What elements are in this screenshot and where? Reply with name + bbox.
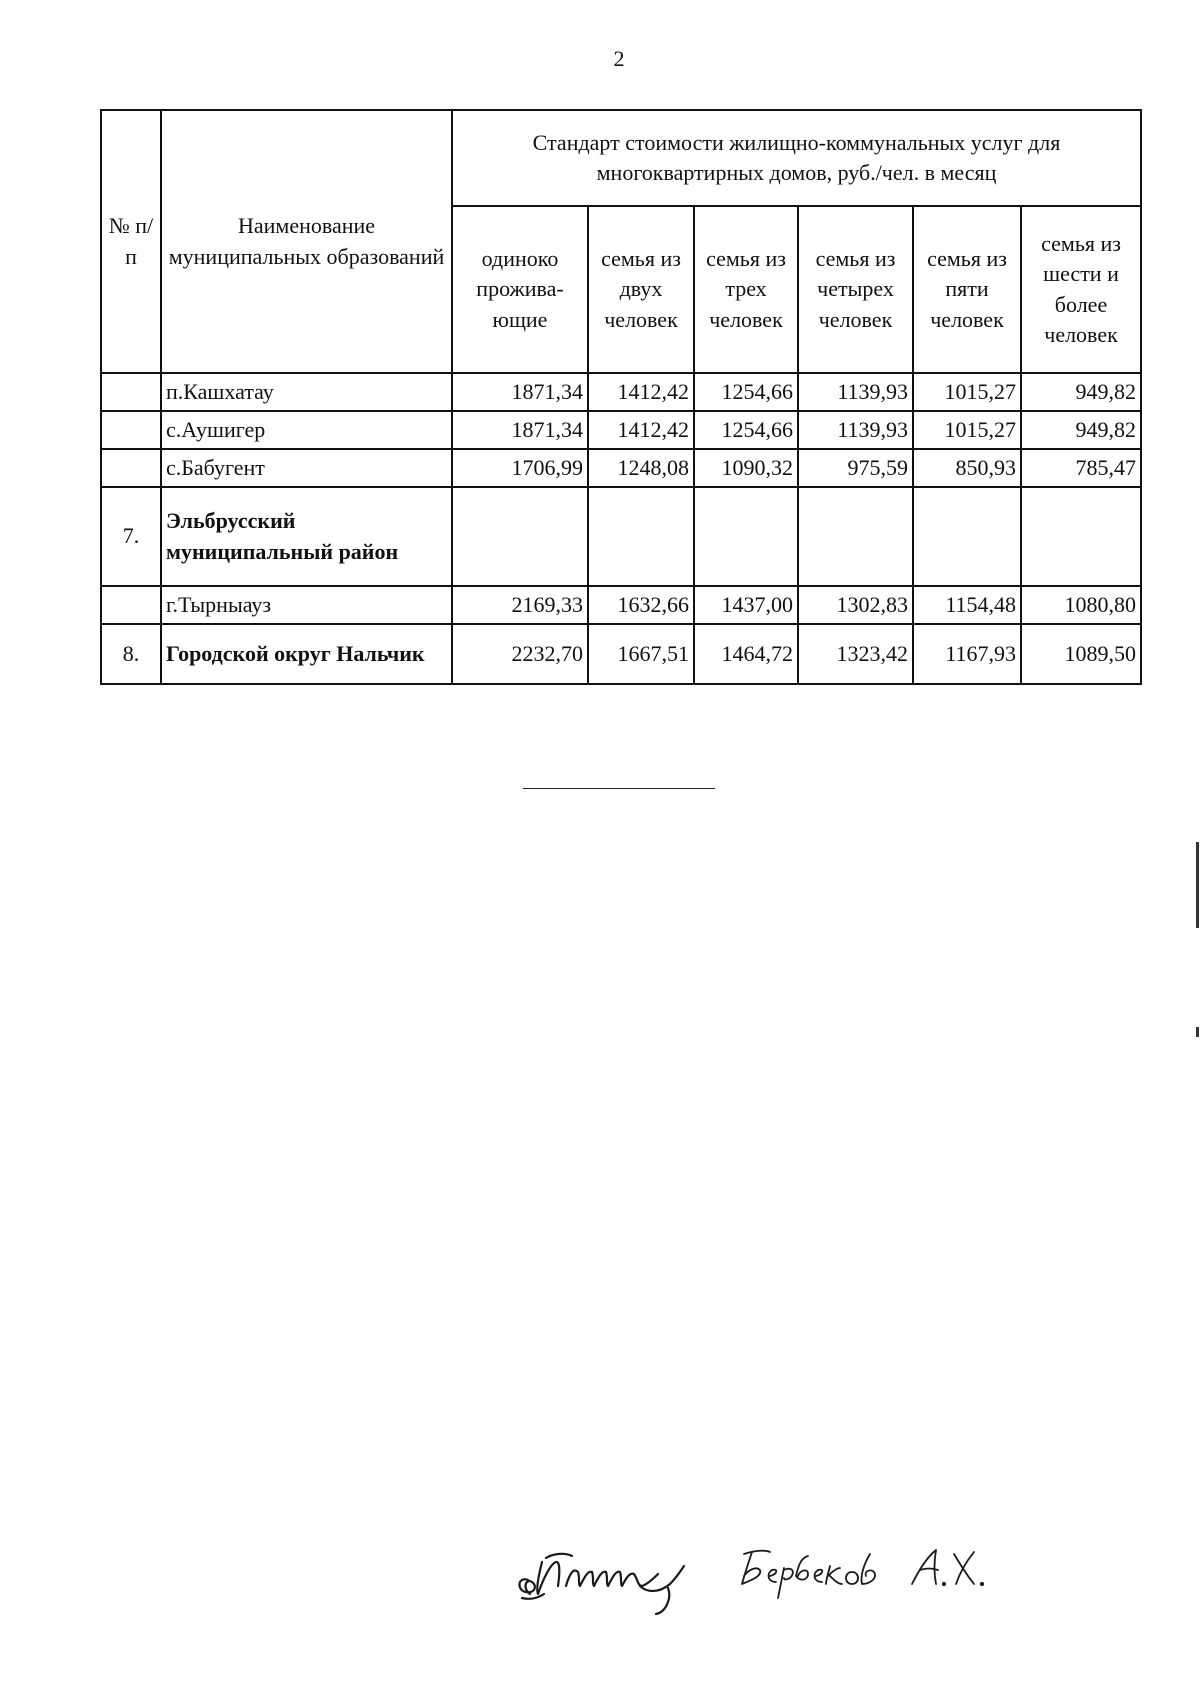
table-row: [101, 411, 1141, 449]
value-single: 1871,34: [452, 411, 588, 449]
value-family-6plus: 1080,80: [1021, 586, 1141, 624]
header-name: Наименование муниципальных образований: [161, 110, 452, 373]
tariff-table: [100, 109, 1142, 685]
value-single: 1871,34: [452, 373, 588, 411]
value-family-4: 975,59: [798, 449, 913, 487]
municipality-name: с.Бабугент: [161, 449, 452, 487]
value-family-5: [913, 487, 1021, 586]
row-number: [101, 449, 161, 487]
table-row: [101, 586, 1141, 624]
header-cost-standard: Стандарт стоимости жилищно-коммунальных услуг для многоквартирных домов, руб./чел. в месяц: [452, 110, 1141, 206]
value-family-2: 1412,42: [588, 373, 694, 411]
municipality-name: с.Аушигер: [161, 411, 452, 449]
header-family-2: семья из двух человек: [588, 206, 694, 373]
signature-scribble: [508, 1528, 1048, 1618]
value-family-3: 1464,72: [694, 624, 798, 684]
value-family-5: 1167,93: [913, 624, 1021, 684]
row-number: 7.: [101, 487, 161, 586]
header-family-5: семья из пяти человек: [913, 206, 1021, 373]
table-header-row: [101, 110, 1141, 206]
table-row: [101, 373, 1141, 411]
value-family-3: 1437,00: [694, 586, 798, 624]
table-row-section: [101, 487, 1141, 586]
header-single: одиноко прожива-ющие: [452, 206, 588, 373]
value-family-4: 1302,83: [798, 586, 913, 624]
value-family-3: [694, 487, 798, 586]
value-single: 2232,70: [452, 624, 588, 684]
value-family-4: 1323,42: [798, 624, 913, 684]
value-family-6plus: 949,82: [1021, 373, 1141, 411]
header-family-3: семья из трех человек: [694, 206, 798, 373]
page-number: 2: [613, 46, 625, 71]
header-family-4: семья из четырех человек: [798, 206, 913, 373]
value-family-6plus: 1089,50: [1021, 624, 1141, 684]
value-family-5: 1154,48: [913, 586, 1021, 624]
value-family-2: 1412,42: [588, 411, 694, 449]
value-family-3: 1254,66: [694, 411, 798, 449]
value-family-3: 1090,32: [694, 449, 798, 487]
value-family-5: 1015,27: [913, 373, 1021, 411]
value-family-4: 1139,93: [798, 373, 913, 411]
municipality-name: п.Кашхатау: [161, 373, 452, 411]
row-number: 8.: [101, 624, 161, 684]
value-family-2: 1248,08: [588, 449, 694, 487]
row-number: [101, 373, 161, 411]
row-number: [101, 586, 161, 624]
value-family-2: [588, 487, 694, 586]
scan-artifact: [1196, 842, 1199, 928]
header-family-6plus: семья из шести и более человек: [1021, 206, 1141, 373]
end-of-table-rule: [523, 788, 715, 789]
value-family-3: 1254,66: [694, 373, 798, 411]
value-single: [452, 487, 588, 586]
municipality-name: г.Тырныауз: [161, 586, 452, 624]
value-family-6plus: 949,82: [1021, 411, 1141, 449]
value-single: 1706,99: [452, 449, 588, 487]
municipality-name: Эльбрусский муниципальный район: [161, 487, 452, 586]
value-single: 2169,33: [452, 586, 588, 624]
value-family-4: 1139,93: [798, 411, 913, 449]
value-family-2: 1667,51: [588, 624, 694, 684]
value-family-2: 1632,66: [588, 586, 694, 624]
value-family-5: 850,93: [913, 449, 1021, 487]
table-row: [101, 449, 1141, 487]
table-row-section: [101, 624, 1141, 684]
signature: [508, 1528, 1048, 1618]
value-family-5: 1015,27: [913, 411, 1021, 449]
header-number: № п/п: [101, 110, 161, 373]
value-family-6plus: [1021, 487, 1141, 586]
scan-artifact: [1196, 1027, 1199, 1037]
municipality-name: Городской округ Нальчик: [161, 624, 452, 684]
value-family-6plus: 785,47: [1021, 449, 1141, 487]
value-family-4: [798, 487, 913, 586]
row-number: [101, 411, 161, 449]
